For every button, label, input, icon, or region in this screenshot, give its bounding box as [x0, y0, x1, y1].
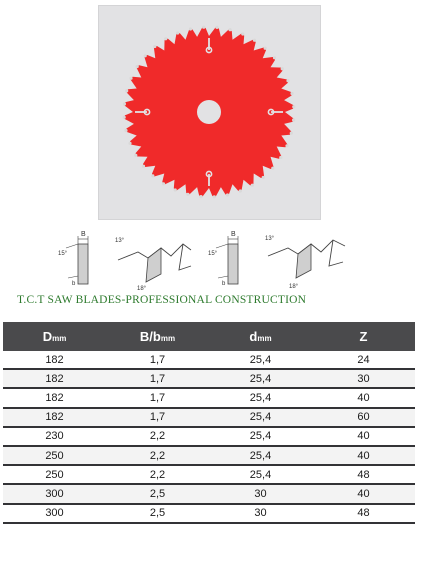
carbide-tip — [186, 193, 189, 196]
carbide-tip — [279, 156, 282, 159]
carbide-tip — [199, 195, 202, 198]
header-b: B/bmm — [106, 322, 209, 351]
cell-bore: 25,4 — [209, 465, 312, 484]
table-row — [3, 465, 415, 484]
tooth-profile-2 — [115, 238, 191, 292]
carbide-tip — [189, 27, 192, 30]
carbide-tip — [123, 102, 126, 105]
carbide-tip — [136, 65, 139, 68]
cell-bore: 25,4 — [209, 369, 312, 388]
cell-bore: 25,4 — [209, 351, 312, 369]
carbide-tip — [271, 167, 274, 170]
cell-bore: 30 — [209, 504, 312, 523]
cell-teeth: 40 — [312, 427, 415, 446]
cell-width: 1,7 — [106, 408, 209, 427]
profile-2-top-angle-label: 13° — [115, 238, 125, 244]
saw-blade-image — [98, 5, 321, 220]
carbide-tip — [253, 39, 256, 42]
carbide-tip — [162, 182, 165, 185]
cell-bore: 25,4 — [209, 408, 312, 427]
carbide-tip — [153, 45, 156, 48]
cell-diameter: 182 — [3, 351, 106, 369]
cell-bore: 25,4 — [209, 388, 312, 407]
saw-blade — [123, 26, 296, 199]
profile-1-b-label: b — [72, 281, 76, 287]
carbide-tip — [290, 92, 293, 95]
cell-teeth: 48 — [312, 504, 415, 523]
cell-width: 1,7 — [106, 351, 209, 369]
cell-teeth: 40 — [312, 484, 415, 503]
tooth-profile-1 — [58, 231, 88, 287]
tooth-profile-3 — [208, 231, 238, 287]
carbide-tip — [129, 77, 132, 80]
table-row — [3, 351, 415, 369]
carbide-tip — [229, 28, 232, 31]
carbide-tip — [239, 189, 242, 192]
spec-table — [3, 322, 415, 524]
profile-3-angle-label: 15° — [208, 251, 218, 257]
cell-diameter: 300 — [3, 504, 106, 523]
cell-width: 2,5 — [106, 484, 209, 503]
cell-teeth: 30 — [312, 369, 415, 388]
carbide-tip — [151, 174, 154, 177]
cell-width: 2,2 — [106, 427, 209, 446]
carbide-tip — [273, 56, 276, 59]
table-row — [3, 446, 415, 465]
profile-3-b-label: b — [222, 281, 226, 287]
bore-hole — [197, 100, 221, 124]
table-row — [3, 388, 415, 407]
tooth-profile-diagrams — [58, 230, 358, 292]
profile-4-bottom-angle-label: 18° — [289, 284, 299, 290]
cell-teeth: 24 — [312, 351, 415, 369]
product-caption: T.C.T SAW BLADES-PROFESSIONAL CONSTRUCTION — [17, 294, 307, 306]
cell-width: 1,7 — [106, 388, 209, 407]
carbide-tip — [251, 184, 254, 187]
carbide-tip — [264, 47, 267, 50]
profile-2-bottom-angle-label: 18° — [137, 286, 147, 292]
carbide-tip — [144, 54, 147, 57]
cell-teeth: 60 — [312, 408, 415, 427]
carbide-tip — [292, 118, 295, 121]
cell-bore: 25,4 — [209, 446, 312, 465]
carbide-tip — [164, 37, 167, 40]
carbide-tip — [241, 32, 244, 35]
cell-diameter: 300 — [3, 484, 106, 503]
cell-bore: 30 — [209, 484, 312, 503]
carbide-tip — [124, 129, 127, 132]
product-photo — [98, 5, 321, 220]
carbide-tip — [202, 26, 205, 29]
header-z: Z — [312, 322, 415, 351]
carbide-tip — [125, 89, 128, 92]
header-d: Dmm — [3, 322, 106, 351]
carbide-tip — [285, 144, 288, 147]
carbide-tip — [134, 154, 137, 157]
profile-4-top-angle-label: 13° — [265, 236, 275, 242]
table-row — [3, 504, 415, 523]
carbide-tip — [281, 67, 284, 70]
carbide-tip — [174, 188, 177, 191]
profile-3-width-label: B — [231, 231, 236, 238]
carbide-tip — [290, 132, 293, 135]
carbide-tip — [286, 79, 289, 82]
cell-diameter: 250 — [3, 465, 106, 484]
cell-width: 2,2 — [106, 446, 209, 465]
cell-diameter: 182 — [3, 388, 106, 407]
header-bore: dmm — [209, 322, 312, 351]
carbide-tip — [226, 193, 229, 196]
carbide-tip — [292, 105, 295, 108]
cell-diameter: 182 — [3, 369, 106, 388]
carbide-tip — [176, 31, 179, 34]
spec-table-header — [3, 322, 415, 351]
cell-teeth: 48 — [312, 465, 415, 484]
table-row — [3, 427, 415, 446]
carbide-tip — [262, 176, 265, 179]
cell-diameter: 182 — [3, 408, 106, 427]
carbide-tip — [128, 142, 131, 145]
carbide-tip — [215, 26, 218, 29]
carbide-tip — [213, 195, 216, 198]
table-row — [3, 408, 415, 427]
profile-1-width-label: B — [81, 231, 86, 238]
tooth-profile-4 — [265, 236, 345, 290]
cell-diameter: 230 — [3, 427, 106, 446]
table-row — [3, 484, 415, 503]
cell-teeth: 40 — [312, 388, 415, 407]
cell-width: 2,5 — [106, 504, 209, 523]
profile-1-angle-label: 15° — [58, 251, 68, 257]
carbide-tip — [123, 116, 126, 119]
cell-width: 1,7 — [106, 369, 209, 388]
table-row — [3, 369, 415, 388]
cell-width: 2,2 — [106, 465, 209, 484]
cell-teeth: 40 — [312, 446, 415, 465]
carbide-tip — [142, 165, 145, 168]
cell-diameter: 250 — [3, 446, 106, 465]
cell-bore: 25,4 — [209, 427, 312, 446]
